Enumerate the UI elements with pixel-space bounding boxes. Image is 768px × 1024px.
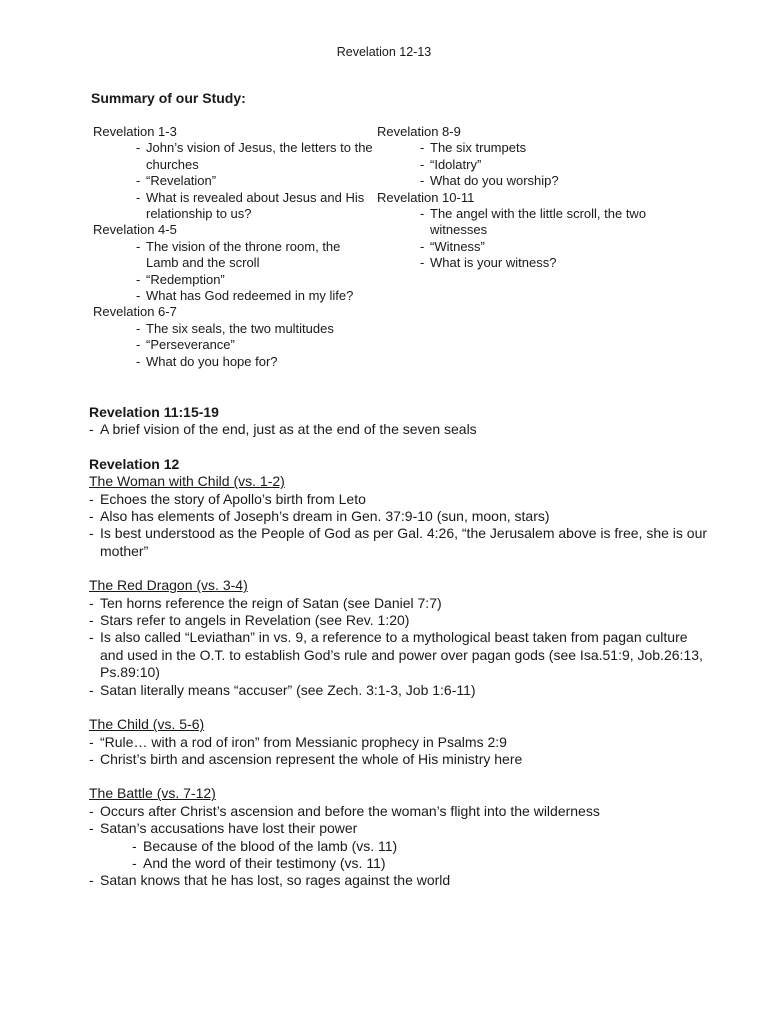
study-item-text: “Idolatry” [430,156,482,172]
study-item-text: “Perseverance” [146,337,235,353]
bullet-dash: - [420,156,425,172]
bullet-item [89,872,709,889]
study-item-text: What do you worship? [430,173,559,189]
study-group [93,124,373,222]
bullet-group [89,577,709,699]
study-item [420,157,677,173]
study-group [377,124,677,190]
bullet-item [89,525,709,560]
study-item [420,206,677,239]
bullet-item [89,751,709,768]
bullet-item [89,682,709,699]
study-item [420,255,677,271]
study-item [136,354,373,370]
bullet-dash: - [89,872,94,889]
study-item-text: What is revealed about Jesus and His relationship to us? [146,189,365,222]
bullet-item [89,421,709,438]
study-item-text: The six seals, the two multitudes [146,320,334,336]
bullet-text: Occurs after Christ’s ascension and before the woman’s flight into the wilderness [100,802,600,819]
bullet-dash: - [89,750,94,767]
page-header: Revelation 12-13 [336,45,432,59]
section-heading: Revelation 12 [89,455,180,472]
study-item-text: The angel with the little scroll, the two witnesses [430,206,647,238]
study-item [420,239,677,255]
bullet-item [89,734,709,751]
bullet-text: “Rule… with a rod of iron” from Messianic prophecy in Psalms 2:9 [100,733,507,750]
bullet-item [89,508,709,525]
bullet-item [89,820,709,837]
bullet-dash: - [89,525,94,542]
bullet-dash: - [89,629,94,646]
bullet-item [89,491,709,508]
study-group-title: Revelation 4-5 [93,222,177,238]
study-group [93,304,373,370]
bullet-dash: - [420,206,425,222]
sub-heading: The Child (vs. 5-6) [89,716,205,733]
bullet-dash: - [89,820,94,837]
bullet-dash: - [136,271,141,287]
bullet-text: Satan knows that he has lost, so rages against the world [100,872,451,889]
bullet-item [89,629,709,681]
summary-right-column [377,124,677,272]
bullet-dash: - [420,238,425,254]
bullet-item [132,838,709,855]
bullet-text: Is also called “Leviathan” in vs. 9, a reference to a mythological beast taken from pagan culture and used in the O.T. to establish God’s rule and power over pagan gods (see Isa.51:9, Job.26:13, Ps.89:10) [100,629,703,681]
bullet-dash: - [89,508,94,525]
bullet-dash: - [132,854,137,871]
section-heading: Revelation 11:15-19 [89,404,219,420]
bullet-dash: - [136,288,141,304]
bullet-dash: - [136,173,141,189]
bullet-text: A brief vision of the end, just as at the end of the seven seals [100,421,477,438]
bullet-text: Because of the blood of the lamb (vs. 11) [143,837,398,854]
bullet-group [89,785,709,889]
study-item-text: “Witness” [430,238,485,254]
study-item-text: John’s vision of Jesus, the letters to the churches [146,140,373,172]
study-group-title: Revelation 10-11 [377,189,475,205]
study-item [136,190,373,223]
bullet-text: Satan’s accusations have lost their power [100,820,358,837]
bullet-item [132,855,709,872]
study-item [136,239,373,272]
bullet-dash: - [420,255,425,271]
bullet-dash: - [420,173,425,189]
bullet-dash: - [420,140,425,156]
bullet-text: And the word of their testimony (vs. 11) [143,854,386,871]
study-notes [89,404,709,907]
bullet-group [89,421,709,438]
study-item [136,337,373,353]
summary-left-column [93,124,373,370]
sub-heading: The Battle (vs. 7-12) [89,785,216,802]
section [89,456,709,890]
study-group-title: Revelation 8-9 [377,124,461,139]
bullet-text: Echoes the story of Apollo’s birth from Leto [100,490,366,507]
bullet-dash: - [89,612,94,629]
study-item [136,272,373,288]
bullet-text: Christ’s birth and ascension represent the whole of His ministry here [100,750,523,767]
study-group-title: Revelation 6-7 [93,304,177,320]
bullet-text: Ten horns reference the reign of Satan (see Daniel 7:7) [100,594,442,611]
bullet-dash: - [89,490,94,507]
bullet-group [89,716,709,768]
study-item [136,173,373,189]
bullet-dash: - [136,320,141,336]
bullet-group [89,473,709,560]
bullet-text: Also has elements of Joseph’s dream in Gen. 37:9-10 (sun, moon, stars) [100,508,550,525]
section [89,404,709,439]
summary-title: Summary of our Study: [91,90,246,106]
bullet-dash: - [136,353,141,369]
bullet-text: Stars refer to angels in Revelation (see Rev. 1:20) [100,612,410,629]
bullet-item [89,612,709,629]
bullet-dash: - [89,681,94,698]
sub-heading: The Woman with Child (vs. 1-2) [89,473,285,490]
study-item-text: What is your witness? [430,255,557,271]
bullet-dash: - [136,140,141,156]
bullet-dash: - [132,837,137,854]
study-item-text: The vision of the throne room, the Lamb and the scroll [146,238,341,271]
study-item [136,140,373,173]
study-item [136,321,373,337]
bullet-dash: - [89,594,94,611]
bullet-text: Satan literally means “accuser” (see Zech. 3:1-3, Job 1:6-11) [100,681,476,698]
bullet-dash: - [89,733,94,750]
study-item [136,288,373,304]
bullet-dash: - [136,238,141,254]
study-group [377,190,677,272]
bullet-dash: - [136,337,141,353]
study-item-text: What do you hope for? [146,353,278,369]
bullet-item [89,595,709,612]
sub-heading: The Red Dragon (vs. 3-4) [89,577,248,594]
study-item [420,173,677,189]
bullet-dash: - [89,802,94,819]
study-item-text: “Redemption” [146,271,225,287]
bullet-dash: - [89,421,94,438]
study-item-text: What has God redeemed in my life? [146,288,354,304]
bullet-dash: - [136,189,141,205]
bullet-text: Is best understood as the People of God as per Gal. 4:26, “the Jerusalem above is free, she is our mother” [100,525,708,559]
study-group-title: Revelation 1-3 [93,124,177,139]
study-item [420,140,677,156]
study-item-text: “Revelation” [146,173,217,189]
bullet-item [89,803,709,820]
study-group [93,222,373,304]
study-item-text: The six trumpets [430,140,527,156]
